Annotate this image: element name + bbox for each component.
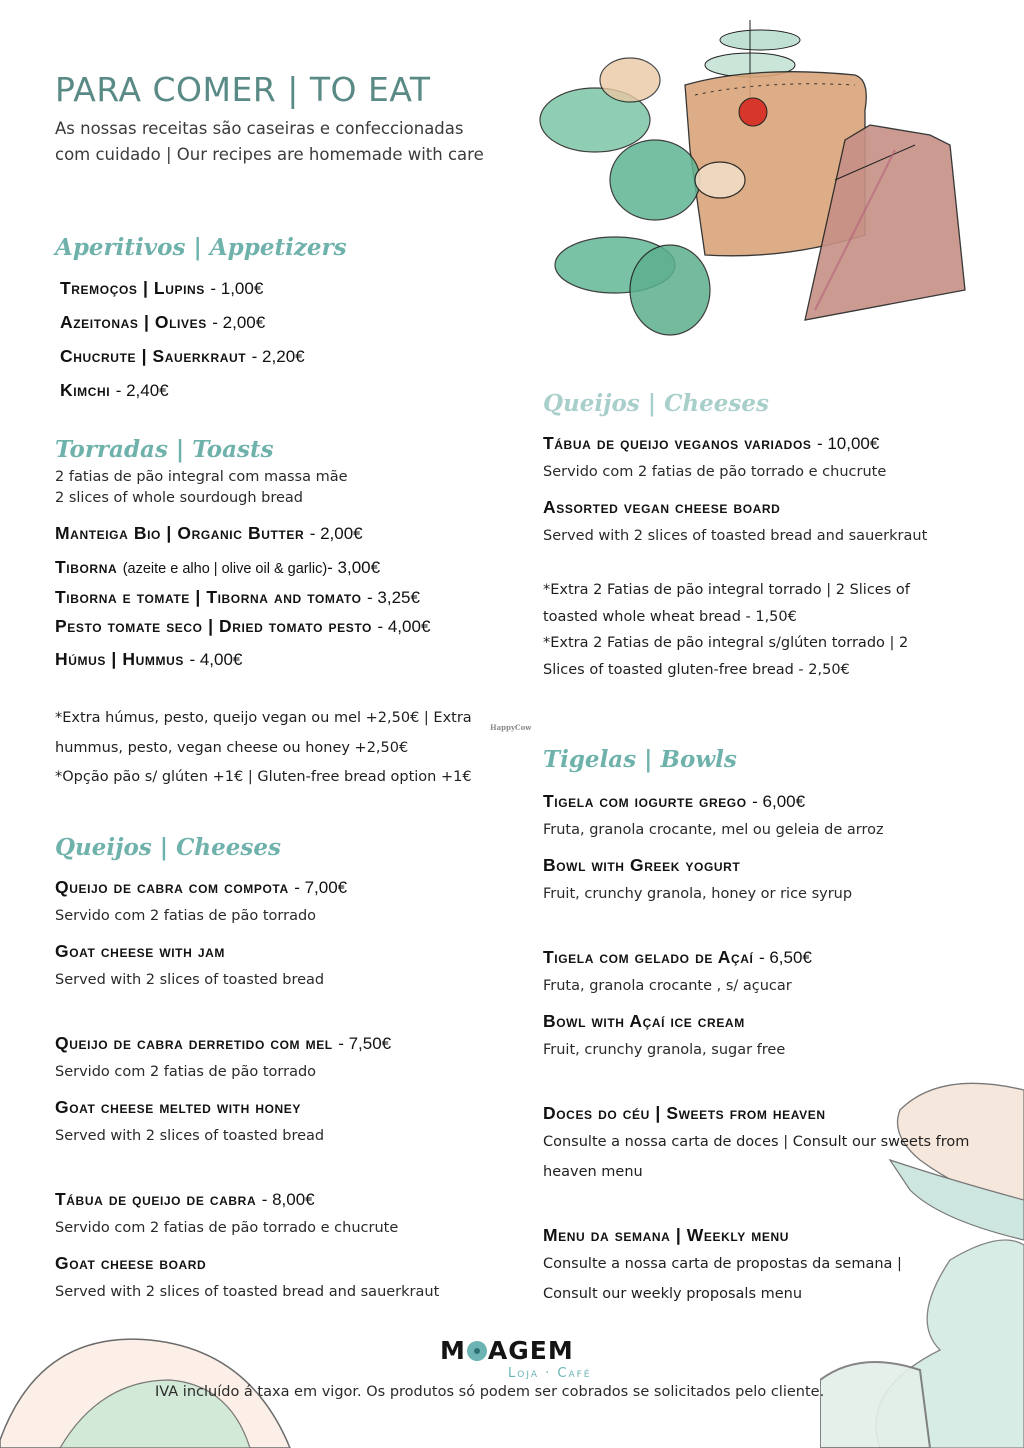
item-description: Fruit, crunchy granola, honey or rice syrup [543, 886, 853, 902]
menu-item [60, 346, 305, 367]
item-description: Fruta, granola crocante, mel ou geleia de arroz [543, 822, 884, 838]
menu-item-en: Goat cheese board [55, 1253, 207, 1273]
item-name: Queijo de cabra derretido com mel [55, 1033, 333, 1053]
menu-item [55, 557, 380, 578]
item-price: - 2,00€ [212, 313, 266, 332]
item-name: Tábua de queijo veganos variados [543, 433, 812, 453]
item-price: - 4,00€ [377, 617, 431, 636]
toasts-subtitle-pt: 2 fatias de pão integral com massa mãe [55, 469, 348, 485]
item-name: Tábua de queijo de cabra [55, 1189, 257, 1209]
item-description: Served with 2 slices of toasted bread [55, 1128, 325, 1144]
item-price: - 7,50€ [338, 1034, 392, 1053]
sweets-heading: Doces do céu | Sweets from heaven [543, 1103, 826, 1123]
menu-item-en: Bowl with Açaí ice cream [543, 1011, 745, 1031]
item-description: Servido com 2 fatias de pão torrado [55, 908, 317, 924]
menu-item [60, 380, 169, 401]
item-name: Tigela com iogurte grego [543, 791, 747, 811]
menu-item [55, 877, 347, 898]
item-name: Pesto tomate seco | Dried tomato pesto [55, 616, 372, 636]
menu-item [55, 1033, 391, 1054]
item-description: Servido com 2 fatias de pão torrado e chucrute [55, 1220, 399, 1236]
item-price: - 6,00€ [752, 792, 806, 811]
item-price: - 6,50€ [758, 948, 812, 967]
item-name: Tiborna [55, 557, 118, 577]
item-price: - 3,25€ [367, 588, 420, 607]
item-price: - 10,00€ [816, 434, 880, 453]
toasts-extra-note: *Extra húmus, pesto, queijo vegan ou mel +2,50€ | Extra hummus, pesto, vegan cheese ou honey +2,50€ [55, 710, 472, 756]
item-note: (azeite e alho | olive oil & garlic) [122, 561, 328, 577]
section-heading-toasts: Torradas | Toasts [55, 436, 274, 463]
item-name: Azeitonas | Olives [60, 312, 207, 332]
toasts-subtitle-en: 2 slices of whole sourdough bread [55, 490, 304, 506]
extra-gluten-free-bread-note: *Extra 2 Fatias de pão integral s/glúten torrado | 2 Slices of toasted gluten-free bread - 2,50€ [543, 635, 909, 678]
item-description: Served with 2 slices of toasted bread and sauerkraut [543, 528, 928, 544]
weekly-menu-heading: Menu da semana | Weekly menu [543, 1225, 790, 1245]
brand-subtitle: Loja · Café [508, 1366, 592, 1381]
food-illustration [535, 20, 985, 350]
happycow-watermark: HappyCow [490, 723, 532, 732]
logo-text-end: AGEM [487, 1336, 574, 1365]
footer-disclaimer: IVA incluído á taxa em vigor. Os produtos só podem ser cobrados se solicitados pelo cliente. [155, 1384, 825, 1400]
item-name: Chucrute | Sauerkraut [60, 346, 247, 366]
toasts-gluten-note: *Opção pão s/ glúten +1€ | Gluten-free bread option +1€ [55, 769, 472, 785]
item-description: Served with 2 slices of toasted bread and sauerkraut [55, 1284, 440, 1300]
logo-text-start: M [440, 1336, 466, 1365]
menu-item [543, 791, 805, 812]
menu-item [543, 947, 812, 968]
item-price: - 3,00€ [327, 558, 381, 577]
menu-item-en: Goat cheese with jam [55, 941, 225, 961]
menu-item-en: Goat cheese melted with honey [55, 1097, 302, 1117]
item-price: - 7,00€ [294, 878, 348, 897]
item-price: - 2,40€ [115, 381, 169, 400]
item-price: - 2,00€ [309, 524, 363, 543]
item-description: Servido com 2 fatias de pão torrado e chucrute [543, 464, 887, 480]
section-heading-appetizers: Aperitivos | Appetizers [55, 234, 347, 261]
item-price: - 2,20€ [251, 347, 305, 366]
item-price: - 4,00€ [189, 650, 243, 669]
item-name: Tiborna e tomate | Tiborna and tomato [55, 587, 362, 607]
menu-item [543, 433, 879, 454]
item-name: Manteiga Bio | Organic Butter [55, 523, 305, 543]
menu-item [55, 649, 242, 670]
item-name: Tremoços | Lupins [60, 278, 205, 298]
corner-illustration-left [0, 1310, 300, 1448]
sweets-description: Consulte a nossa carta de doces | Consult our sweets from heaven menu [543, 1134, 970, 1180]
section-heading-vegan-cheeses: Queijos | Cheeses [543, 390, 769, 417]
page-title: PARA COMER | TO EAT [55, 70, 431, 109]
extra-bread-note: *Extra 2 Fatias de pão integral torrado | 2 Slices of toasted whole wheat bread - 1,50€ [543, 582, 910, 625]
section-heading-bowls: Tigelas | Bowls [543, 746, 737, 773]
section-heading-cheeses: Queijos | Cheeses [55, 834, 281, 861]
intro-text: As nossas receitas são caseiras e confeccionadas com cuidado | Our recipes are homemade with care [55, 119, 484, 164]
menu-item [55, 1189, 315, 1210]
brand-logo [440, 1336, 574, 1365]
item-description: Servido com 2 fatias de pão torrado [55, 1064, 317, 1080]
item-name: Húmus | Hummus [55, 649, 184, 669]
menu-item [55, 587, 420, 608]
weekly-menu-description: Consulte a nossa carta de propostas da semana | Consult our weekly proposals menu [543, 1256, 902, 1302]
menu-item-en: Assorted vegan cheese board [543, 497, 781, 517]
item-price: - 8,00€ [261, 1190, 315, 1209]
item-price: - 1,00€ [210, 279, 264, 298]
menu-item [60, 278, 263, 299]
item-description: Fruta, granola crocante , s/ açucar [543, 978, 792, 994]
logo-mill-icon [467, 1341, 487, 1361]
menu-item [55, 616, 430, 637]
item-name: Queijo de cabra com compota [55, 877, 289, 897]
tomato-icon [739, 98, 767, 126]
menu-item [60, 312, 265, 333]
item-description: Fruit, crunchy granola, sugar free [543, 1042, 786, 1058]
menu-item [55, 523, 363, 544]
item-name: Kimchi [60, 380, 111, 400]
item-description: Served with 2 slices of toasted bread [55, 972, 325, 988]
item-name: Tigela com gelado de Açaí [543, 947, 754, 967]
menu-item-en: Bowl with Greek yogurt [543, 855, 741, 875]
